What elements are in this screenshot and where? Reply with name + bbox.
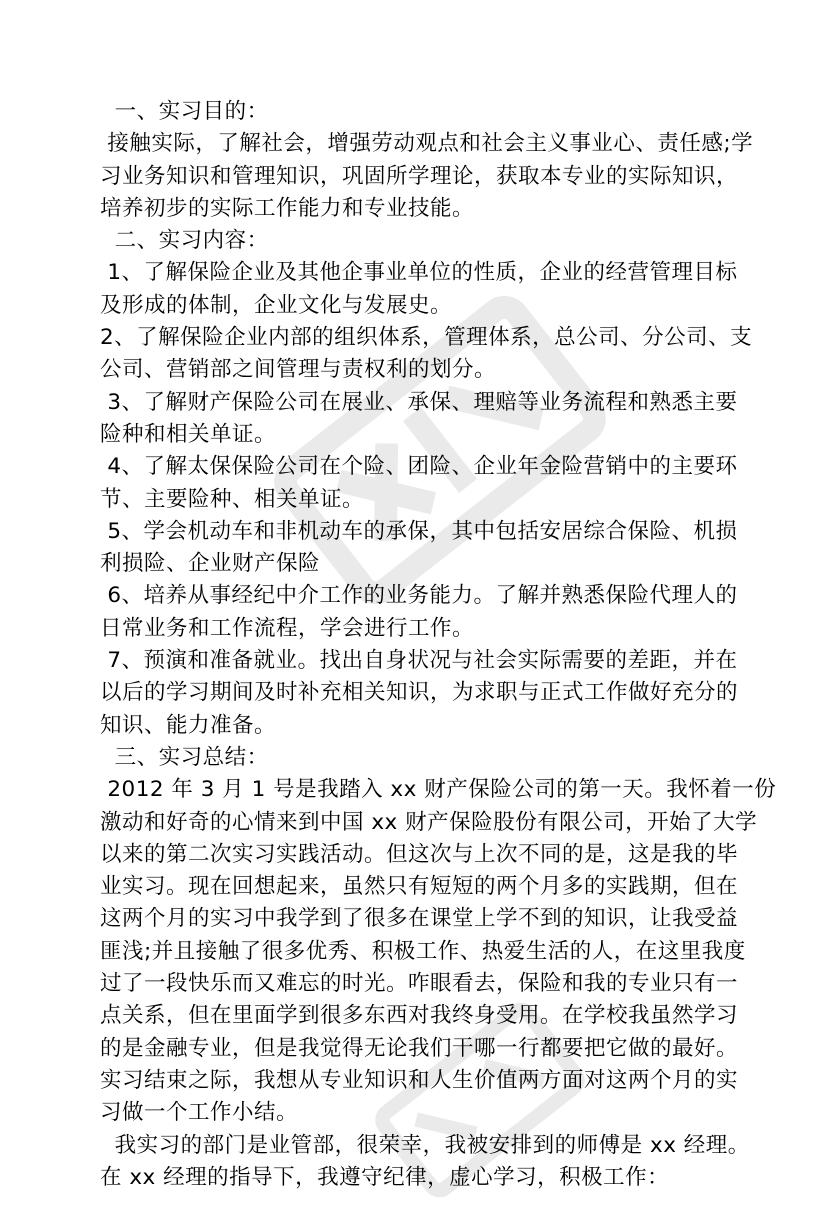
paragraph-line: 2012 年 3 月 1 号是我踏入 xx 财产保险公司的第一天。我怀着一份 (100, 777, 777, 803)
list-item-line: 4、了解太保保险公司在个险、团险、企业年金险营销中的主要环 (100, 454, 738, 480)
list-item-line: 利损险、企业财产保险 (100, 551, 321, 577)
list-item-line: 5、学会机动车和非机动车的承保，其中包括安居综合保险、机损 (100, 518, 738, 544)
list-item-line: 6、培养从事经纪中介工作的业务能力。了解并熟悉保险代理人的 (100, 583, 738, 609)
paragraph-line: 我实习的部门是业管部，很荣幸，我被安排到的师傅是 xx 经理。 (100, 1132, 750, 1158)
list-item-line: 3、了解财产保险公司在展业、承保、理赔等业务流程和熟悉主要 (100, 389, 738, 415)
paragraph-line: 以来的第二次实习实践活动。但这次与上次不同的是，这是我的毕 (100, 841, 739, 867)
paragraph-line: 习业务知识和管理知识，巩固所学理论，获取本专业的实际知识， (100, 163, 739, 189)
list-item-line: 以后的学习期间及时补充相关知识，为求职与正式工作做好充分的 (100, 680, 739, 706)
paragraph-line: 这两个月的实习中我学到了很多在课堂上学不到的知识，让我受益 (100, 906, 739, 932)
paragraph-line: 实习结束之际，我想从专业知识和人生价值两方面对这两个月的实 (100, 1067, 739, 1093)
paragraph-line: 匪浅;并且接触了很多优秀、积极工作、热爱生活的人，在这里我度 (100, 938, 746, 964)
paragraph-line: 业实习。现在回想起来，虽然只有短短的两个月多的实践期，但在 (100, 874, 739, 900)
paragraph-line: 接触实际，了解社会，增强劳动观点和社会主义事业心、责任感;学 (100, 131, 754, 157)
paragraph-line: 在 xx 经理的指导下，我遵守纪律，虚心学习，积极工作： (100, 1164, 670, 1190)
list-item-line: 1、了解保险企业及其他企事业单位的性质，企业的经营管理目标 (100, 260, 738, 286)
heading-purpose: 一、实习目的： (100, 99, 269, 124)
list-item-line: 及形成的体制，企业文化与发展史。 (100, 292, 453, 318)
paragraph-line: 过了一段快乐而又难忘的时光。咋眼看去，保险和我的专业只有一 (100, 971, 739, 997)
paragraph-line: 习做一个工作小结。 (100, 1100, 299, 1126)
paragraph-line: 的是金融专业，但是我觉得无论我们干哪一行都要把它做的最好。 (100, 1035, 739, 1061)
list-item-line: 险种和相关单证。 (100, 421, 277, 447)
heading-content: 二、实习内容： (100, 228, 269, 254)
list-item-line: 节、主要险种、相关单证。 (100, 486, 365, 512)
paragraph-line: 点关系，但在里面学到很多东西对我终身受用。在学校我虽然学习 (100, 1003, 739, 1029)
list-item-line: 日常业务和工作流程，学会进行工作。 (100, 615, 475, 641)
paragraph-line: 激动和好奇的心情来到中国 xx 财产保险股份有限公司，开始了大学 (100, 809, 758, 835)
list-item-line: 2、了解保险企业内部的组织体系，管理体系，总公司、分公司、支 (100, 325, 753, 351)
document-body (100, 96, 777, 1194)
paragraph-line: 培养初步的实际工作能力和专业技能。 (100, 195, 475, 221)
list-item-line: 知识、能力准备。 (100, 712, 277, 738)
list-item-line: 7、预演和准备就业。找出自身状况与社会实际需要的差距，并在 (100, 648, 738, 674)
heading-summary: 三、实习总结： (100, 744, 269, 770)
list-item-line: 公司、营销部之间管理与责权利的划分。 (100, 357, 497, 383)
